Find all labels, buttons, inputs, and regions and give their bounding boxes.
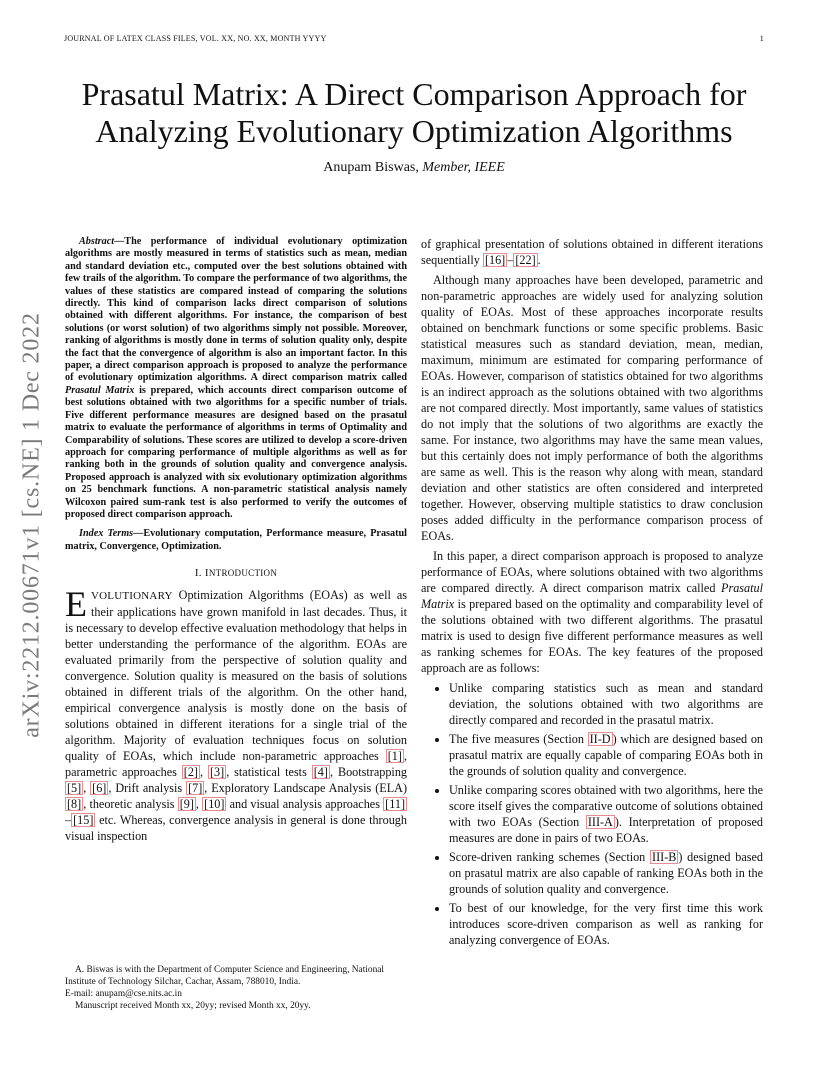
intro-text: etc. Whereas, convergence analysis in general is done through visual inspection [65,813,407,844]
abstract-text: —The performance of individual evolutionary optimization algorithms are mostly measured in terms of statistics such as mean, median and standard deviation etc., computed over the best solutions obtained with few trails of the algorithm. To compare the performance of two algorithms, the values of these statistics are compared instead of comparing the solutions directly. This kind of comparison lacks direct comparison of solutions obtained with different algorithms. For instance, the comparison of best solutions (or worst solution) of two algorithms simply not possible. Moreover, ranking of algorithms is mostly done in terms of solution quality only, despite the fact that the convergence of algorithm is also an important factor. In this paper, a direct comparison approach is proposed to analyze the performance of evolutionary optimization algorithms. A direct comparison matrix called [65,236,407,384]
citation-link[interactable]: [15] [73,813,94,828]
abstract [65,236,407,521]
intro-text: , Bootstrapping [329,765,408,780]
continued-paragraph [421,236,763,268]
page-number: 1 [759,34,764,43]
intro-text: – [65,813,72,828]
author-role: Member, IEEE [422,160,505,175]
footnote-manuscript: Manuscript received Month xx, 20yy; revised Month xx, 20yy. [75,1001,311,1011]
list-item [449,900,763,948]
left-column [65,236,407,848]
intro-first-word: VOLUTIONARY [91,590,173,603]
citation-link[interactable]: [10] [204,797,225,812]
body-text: of graphical presentation of solutions obtained in different iterations sequentially [421,237,763,267]
footnote-affiliation: A. Biswas is with the Department of Computer Science and Engineering, National Institute of Technology Silchar, Cachar, Assam, 788010, India. [65,965,385,987]
journal-name: JOURNAL OF LATEX CLASS FILES, VOL. XX, NO. XX, MONTH YYYY [64,34,327,43]
intro-text: , Exploratory Landscape Analysis (ELA) [204,781,407,796]
list-item-text: ). Interpretation of proposed measures are done in pairs of two EOAs. [449,815,763,845]
drop-cap: E [65,584,87,625]
index-terms-text: —Evolutionary computation, Performance measure, Prasatul matrix, Convergence, Optimization. [65,528,407,552]
intro-text: , theoretic analysis [83,797,178,812]
list-item-text: The five measures (Section [449,732,588,746]
citation-link[interactable]: [7] [188,781,203,796]
citation-link[interactable]: [4] [313,765,328,780]
list-item [449,782,763,846]
citation-link[interactable]: [6] [92,781,107,796]
section-numeral: I. I [194,567,209,580]
feature-list [421,680,763,948]
list-item-text: Unlike comparing statistics such as mean and standard deviation, the solutions obtained with two algorithms are directly compared and recorded in the prasatul matrix. [449,681,763,727]
intro-text: , [200,765,208,780]
footnote [65,964,407,1012]
section-ref-link[interactable]: III-A [587,815,613,829]
body-paragraph: Although many approaches have been developed, parametric and non-parametric approaches are widely used for analyzing solution quality of EOAs. Most of these approaches incorporate results obtained on benchmark functions or some specific problems. Basic statistical measures such as standard deviation, mean, median, maximum, minimum are estimated for comparing performance of EOAs. However, comparison of statistics obtained for two algorithms is an indirect approach as the solutions obtained with two algorithms are not compared directly. Most importantly, same values of statistics do not imply that the solutions of two algorithms are exactly the same. For instance, two algorithms may have the same mean values, but this certainly does not imply performance of both the algorithms are same as well. This is the reason why along with mean, standard deviation and other statistics are often considered and interpreted together. However, observing multiple statistics to draw conclusion poses added difficulty in the performance comparison process of EOAs. [421,273,763,543]
intro-text: Optimization Algorithms (EOAs) as well as their applications have grown manifold in last decades. Thus, it is necessary to develop effective evaluation methodology that helps in better understanding the performance of the algorithm. EOAs are evaluated primarily from the perspective of solution quality and convergence. Solution quality is measured on the basis of solutions obtained in different trials of the algorithm. On the other hand, empirical convergence analysis is mostly done on the basis of solutions obtained in different iterations for a single trial of the algorithm. Majority of evaluation techniques focus on solution quality of EOAs, which include non-parametric approaches [65,588,407,764]
author-line [0,160,828,176]
title-line-2: Analyzing Evolutionary Optimization Algorithms [95,113,733,149]
section-title-text: NTRODUCTION [208,568,278,579]
list-item [449,680,763,728]
citation-link[interactable]: [8] [67,797,82,812]
intro-text: and visual analysis approaches [226,797,384,812]
list-item-text: ) which are designed based on prasatul matrix are equally capable of comparing EOAs both in the grounds of solution quality and convergence. [449,732,764,778]
citation-link[interactable]: [1] [387,749,402,764]
section-ref-link[interactable]: III-B [652,850,677,864]
title-line-1: Prasatul Matrix: A Direct Comparison Approach for [81,76,747,112]
abstract-text-continued: is prepared, which accounts direct comparison outcome of best solutions obtained with two algorithms for a specific number of trials. Five different performance measures are designed based on the prasatul matrix to evaluate the performance of algorithms in terms of Optimality and Comparability of solutions. These scores are utilized to develop a score-driven approach for comparing performance of multiple algorithms as well as for ranking both in the grounds of solution quality and convergence analysis. Proposed approach is analyzed with six evolutionary optimization algorithms on 25 benchmark functions. A non-parametric statistical analysis namely Wilcoxon paired sum-rank test is also performed to verify the outcomes of proposed direct comparison approach. [65,384,407,520]
list-item-text: ) designed based on prasatul matrix are also capable of ranking EOAs both in the grounds of solution quality and convergence. [449,850,763,896]
paper-title [40,76,788,150]
abstract-lead: Abstract [79,236,115,247]
arxiv-watermark [12,295,52,755]
citation-link[interactable]: [11] [385,797,406,812]
list-item-text: Unlike comparing scores obtained with two algorithms, here the score itself gives the comparative outcome of solutions obtained with two EOAs (Section [449,783,763,829]
body-text: – [507,253,514,267]
list-item-text: Score-driven ranking schemes (Section [449,850,651,864]
citation-link[interactable]: [2] [183,765,198,780]
footnote-email: E-mail: anupam@cse.nits.ac.in [65,989,182,999]
list-item [449,849,763,897]
intro-text: , statistical tests [226,765,312,780]
citation-link[interactable]: [16] [484,253,506,267]
intro-paragraph [65,584,408,844]
index-terms-lead: Index Terms [79,528,134,540]
list-item [449,731,763,779]
body-text: is prepared based on the optimality and comparability level of the solutions obtained with two different algorithms. The prasatul matrix is used to design five different performance measures as well as ranking schemes for EOAs. The key features of the proposed approach are as follows: [421,597,763,675]
author-name: Anupam Biswas, [323,160,419,175]
body-emphasis: Prasatul Matrix [421,581,763,611]
arxiv-stamp-text: arXiv:2212.00671v1 [cs.NE] 1 Dec 2022 [18,312,45,738]
body-paragraph [421,548,763,676]
section-ref-link[interactable]: II-D [589,732,611,746]
running-header [64,34,764,43]
citation-link[interactable]: [22] [515,253,536,267]
intro-text: , [195,797,203,812]
list-item-text: To best of our knowledge, for the very first time this work introduces score-driven comparison as well as ranking for analyzing convergence of EOAs. [449,901,763,947]
right-column [421,236,763,951]
intro-text: , [83,781,91,796]
citation-link[interactable]: [5] [67,781,82,796]
citation-link[interactable]: [9] [179,797,194,812]
body-text: . [537,253,541,267]
citation-link[interactable]: [3] [209,765,225,780]
abstract-emphasis: Prasatul Matrix [65,384,135,396]
index-terms [65,528,407,553]
section-heading [65,565,407,581]
body-text: In this paper, a direct comparison approach is proposed to analyze performance of EOAs, where solutions obtained with two algorithms are compared directly. A direct comparison matrix called [421,549,763,595]
intro-text: , Drift analysis [108,781,187,796]
intro-text: , parametric approaches [65,749,407,780]
